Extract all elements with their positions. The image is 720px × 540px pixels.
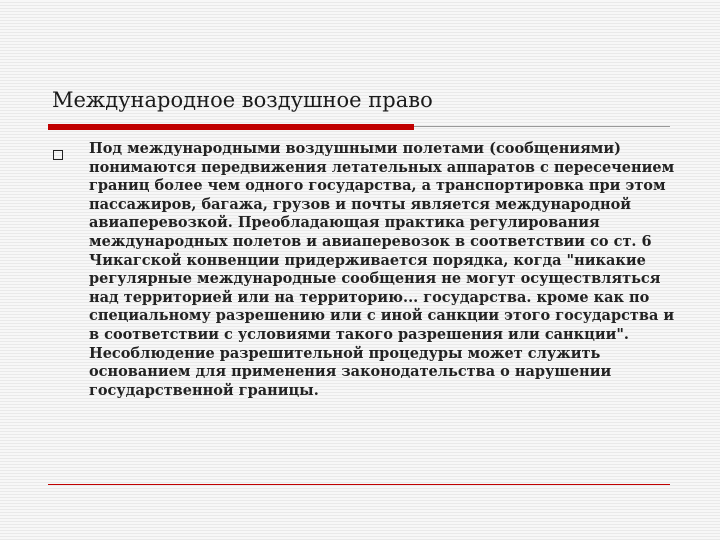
footer-divider [48, 484, 670, 485]
slide-title: Международное воздушное право [52, 88, 433, 112]
hollow-square-bullet-icon [53, 150, 63, 160]
title-divider-accent [48, 124, 414, 130]
bullet-text: Под международными воздушными полетами (сообщениями) понимаются передвижения летательных аппаратов с пересечением границ более чем одного государства, а транспортировка при этом пассажиров, багажа, грузов и почты является международной авиаперевозкой. Преобладающая практика регулирования международных полетов и авиаперевозок в соответствии со ст. 6 Чикагской конвенции придерживается порядка, когда "никакие регулярные международные сообщения не могут осуществляться над территорией или на территорию... государства. кроме как по специальному разрешению или с иной санкции этого государства и в соответствии с условиями такого разрешения или санкции". Несоблюдение разрешительной процедуры может служить основанием для применения законодательства о нарушении государственной границы. [89, 140, 675, 399]
